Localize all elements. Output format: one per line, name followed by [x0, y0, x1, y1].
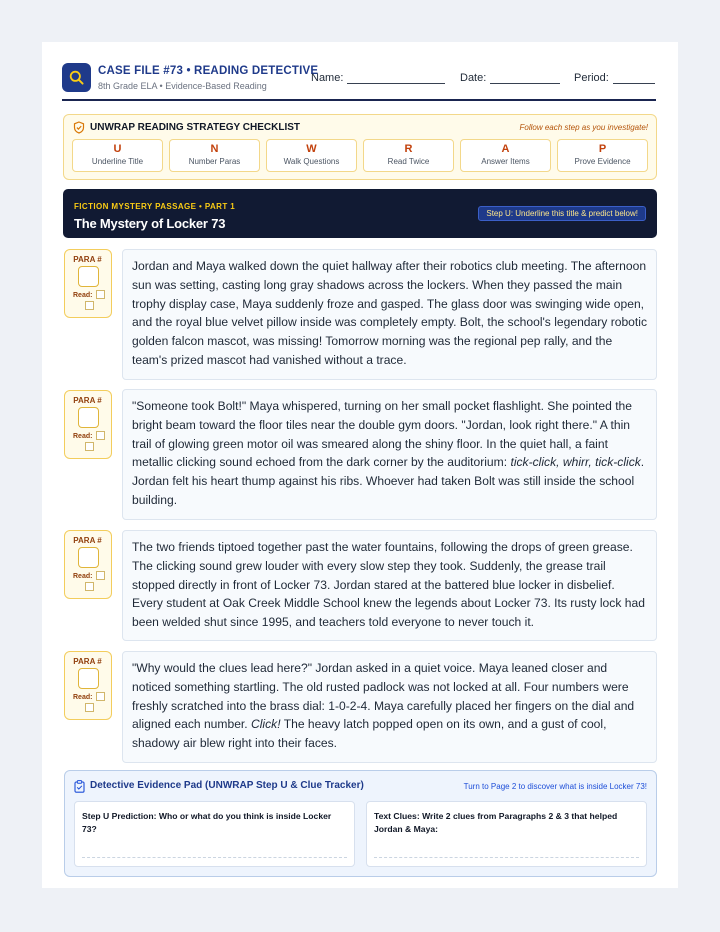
step-u-tag: Step U: Underline this title & predict below!	[478, 206, 646, 221]
step-label: Read Twice	[387, 157, 430, 166]
para-number-tag	[64, 651, 112, 720]
read-checkbox-2[interactable]	[85, 582, 94, 591]
paragraph-2	[122, 389, 657, 520]
date-field[interactable]	[460, 72, 560, 84]
paragraph-1	[122, 249, 657, 380]
read-checkbox-1[interactable]	[96, 431, 105, 440]
paragraph-1-text: Jordan and Maya walked down the quiet hallway after their robotics club meeting. The afternoon sun was setting, casting long gray shadows across the lockers. When they passed the main trophy display case, Maya suddenly froze and gasped. The glass door was swinging wide open, and the royal blue velvet pillow inside was completely empty. Bolt, the school's legendary robotic golden falcon mascot, was missing! Tomorrow morning was the regional pep rally, and the team's prized mascot had vanished without a trace.	[132, 259, 647, 367]
para-number-box[interactable]	[78, 547, 99, 568]
step-r	[363, 139, 454, 172]
step-n	[169, 139, 260, 172]
read-label: Read:	[73, 292, 93, 299]
para-number-box[interactable]	[78, 266, 99, 287]
read-label: Read:	[73, 573, 93, 580]
step-letter: N	[210, 143, 219, 155]
step-label: Number Paras	[188, 157, 241, 166]
read-checkbox-2[interactable]	[85, 442, 94, 451]
passage-kicker: FICTION MYSTERY PASSAGE • PART 1	[74, 202, 236, 211]
clues-card[interactable]	[366, 801, 647, 867]
search-icon	[62, 63, 91, 92]
para-number-box[interactable]	[78, 407, 99, 428]
prediction-card[interactable]	[74, 801, 355, 867]
name-field[interactable]	[311, 72, 445, 84]
para-number-tag	[64, 390, 112, 459]
case-file-title: CASE FILE #73 • READING DETECTIVE	[98, 65, 319, 77]
evidence-pad	[64, 770, 657, 877]
prediction-answer-line[interactable]	[82, 857, 347, 858]
strategy-note: Follow each step as you investigate!	[519, 123, 648, 132]
para-label: PARA #	[73, 536, 102, 545]
evidence-pad-note: Turn to Page 2 to discover what is inside Locker 73!	[463, 782, 647, 791]
paragraph-2-text-a: "Someone took Bolt!" Maya whispered, turning on her small pocket flashlight. She pointed the bright beam toward the floor tiles near the double gym doors. "Jordan, look right there." A thin trail of glowing green motor oil was smeared along the shiny floor. In the quiet hall, a faint metallic clicking sound echoed from the dark corner by the auditorium:	[132, 399, 633, 470]
read-checkbox-1[interactable]	[96, 290, 105, 299]
case-file-subtitle: 8th Grade ELA • Evidence-Based Reading	[98, 81, 267, 91]
passage-title: The Mystery of Locker 73	[74, 216, 226, 231]
read-label: Read:	[73, 694, 93, 701]
name-label: Name:	[311, 72, 344, 84]
clipboard-icon	[74, 780, 85, 793]
clues-prompt: Text Clues: Write 2 clues from Paragraphs 2 & 3 that helped Jordan & Maya:	[374, 811, 618, 834]
step-letter: A	[501, 143, 510, 155]
step-label: Walk Questions	[283, 157, 340, 166]
clues-answer-line[interactable]	[374, 857, 639, 858]
paragraph-4-text-a: "Why would the clues lead here?" Jordan asked in a quiet voice. Maya leaned closer and noticed something startling. The old rusted padlock was not locked at all. Four numbers were freshly scratched into the brass dial: 1-0-2-4. Maya carefully placed her fingers on the dial and aligned each number.	[132, 661, 635, 732]
passage-banner	[63, 189, 657, 238]
paragraph-4	[122, 651, 657, 763]
step-label: Answer Items	[481, 157, 530, 166]
para-label: PARA #	[73, 255, 102, 264]
prediction-prompt: Step U Prediction: Who or what do you think is inside Locker 73?	[82, 811, 332, 834]
date-line[interactable]	[490, 74, 560, 84]
paragraph-3	[122, 530, 657, 641]
worksheet-page	[42, 42, 678, 888]
read-checkbox-1[interactable]	[96, 571, 105, 580]
read-label: Read:	[73, 433, 93, 440]
strategy-steps	[72, 139, 650, 172]
para-number-box[interactable]	[78, 668, 99, 689]
period-label: Period:	[574, 72, 609, 84]
period-line[interactable]	[613, 74, 655, 84]
step-letter: U	[113, 143, 122, 155]
paragraph-2-text-b: . Jordan felt his heart thump against his ribs. Whoever had taken Bolt was still inside the school building.	[132, 455, 645, 507]
step-u	[72, 139, 163, 172]
para-label: PARA #	[73, 657, 102, 666]
step-letter: R	[404, 143, 413, 155]
period-field[interactable]	[574, 72, 655, 84]
paragraph-4-text-b: The heavy latch popped open on its own, and a gust of cool, shadowy air blew right into their faces.	[132, 717, 607, 751]
step-letter: W	[306, 143, 317, 155]
read-checkbox-1[interactable]	[96, 692, 105, 701]
step-label: Prove Evidence	[574, 157, 631, 166]
para-number-tag	[64, 249, 112, 318]
paragraph-3-text: The two friends tiptoed together past the water fountains, following the drops of green grease. The clicking sound grew louder with every slow step they took. Suddenly, the grease trail stopped directly in front of Locker 73. Jordan stared at the battered blue locker in disbelief. Every student at Oak Creek Middle School knew the legends about Locker 73. Its rusty lock had been welded shut since 1995, and teachers told everyone to never touch it.	[132, 540, 645, 630]
strategy-checklist	[63, 114, 657, 180]
strategy-title: UNWRAP READING STRATEGY CHECKLIST	[90, 122, 301, 133]
paragraph-2-emphasis: tick-click, whirr, tick-click	[510, 455, 641, 470]
read-checkbox-2[interactable]	[85, 301, 94, 310]
case-file-header	[62, 63, 656, 101]
para-number-tag	[64, 530, 112, 599]
read-checkbox-2[interactable]	[85, 703, 94, 712]
step-label: Underline Title	[91, 157, 144, 166]
date-label: Date:	[460, 72, 487, 84]
step-letter: P	[598, 143, 607, 155]
paragraph-4-emphasis: Click!	[251, 717, 281, 732]
step-w	[266, 139, 357, 172]
name-line[interactable]	[347, 74, 445, 84]
para-label: PARA #	[73, 396, 102, 405]
shield-check-icon	[73, 121, 85, 134]
step-a	[460, 139, 551, 172]
step-p	[557, 139, 648, 172]
evidence-pad-title: Detective Evidence Pad (UNWRAP Step U & Clue Tracker)	[90, 780, 364, 791]
